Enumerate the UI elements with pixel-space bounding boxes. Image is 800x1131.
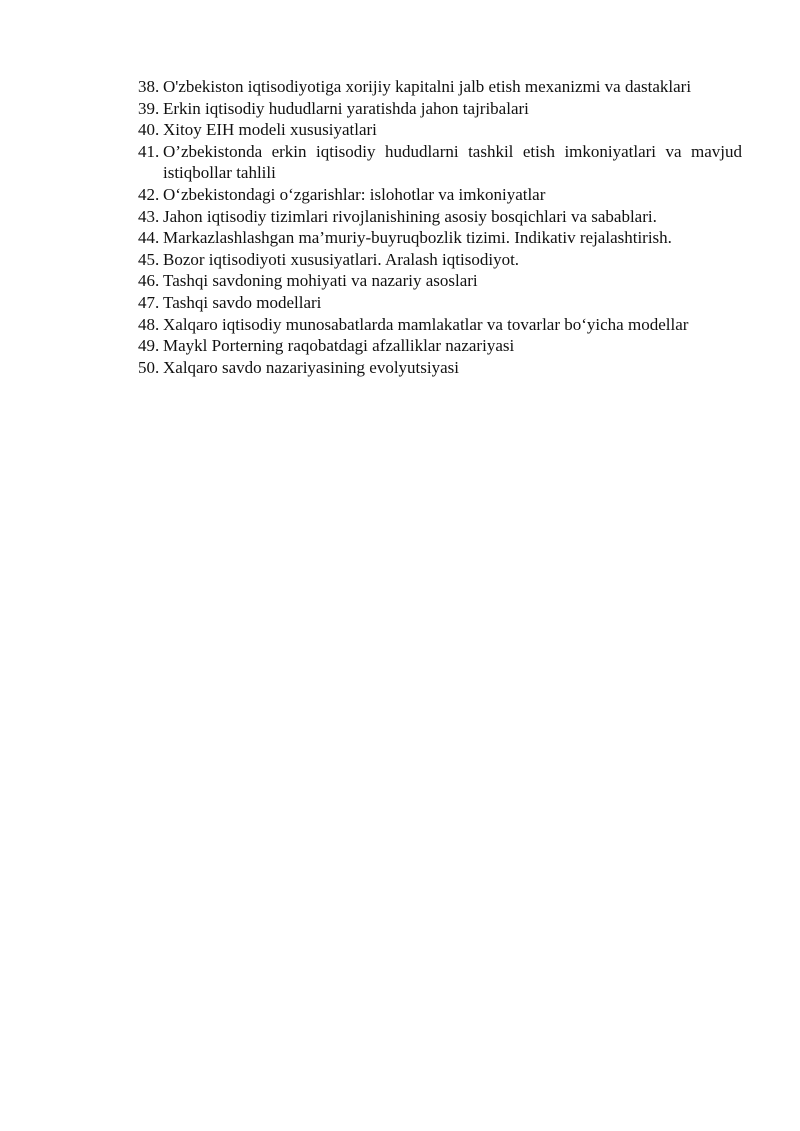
- question-item: [138, 249, 742, 271]
- question-item: [138, 141, 742, 184]
- question-text: O‘zbekistondagi o‘zgarishlar: islohotlar va imkoniyatlar: [163, 184, 546, 204]
- question-item: [138, 270, 742, 292]
- question-text: Bozor iqtisodiyoti xususiyatlari. Aralash iqtisodiyot.: [163, 249, 520, 269]
- question-text: Xalqaro iqtisodiy munosabatlarda mamlakatlar va tovarlar bo‘yicha modellar: [163, 314, 689, 334]
- question-item: [138, 335, 742, 357]
- question-text: Xalqaro savdo nazariyasining evolyutsiyasi: [163, 357, 460, 377]
- question-list: [138, 76, 742, 378]
- question-number: 46.: [138, 271, 160, 291]
- question-number: 49.: [138, 336, 160, 356]
- question-number: 47.: [138, 292, 160, 312]
- question-text: Jahon iqtisodiy tizimlari rivojlanishining asosiy bosqichlari va sabablari.: [163, 206, 657, 226]
- question-number: 45.: [138, 249, 160, 269]
- question-number: 38.: [138, 77, 160, 96]
- question-item: [138, 184, 742, 206]
- question-text: Markazlashlashgan ma’muriy-buyruqbozlik tizimi. Indikativ rejalashtirish.: [163, 228, 672, 248]
- question-item: [138, 227, 742, 249]
- question-number: 42.: [138, 184, 160, 204]
- question-item: [138, 119, 742, 141]
- question-item: [138, 314, 742, 336]
- question-item: [138, 98, 742, 120]
- question-text: Tashqi savdoning mohiyati va nazariy asoslari: [163, 271, 478, 291]
- question-number: 41.: [138, 141, 160, 161]
- question-number: 44.: [138, 228, 160, 248]
- question-item: [138, 292, 742, 314]
- question-text: O'zbekiston iqtisodiyotiga xorijiy kapitalni jalb etish mexanizmi va dastaklari: [163, 77, 692, 96]
- question-text: Maykl Porterning raqobatdagi afzalliklar nazariyasi: [163, 336, 515, 356]
- question-item: [138, 206, 742, 228]
- question-number: 43.: [138, 206, 160, 226]
- question-number: 48.: [138, 314, 160, 334]
- question-text: O’zbekistonda erkin iqtisodiy hududlarni tashkil etish imkoniyatlari va mavjud istiqbollar tahlili: [163, 141, 742, 183]
- question-item: [138, 76, 742, 98]
- question-number: 40.: [138, 120, 160, 140]
- question-number: 39.: [138, 98, 160, 118]
- question-item: [138, 357, 742, 379]
- question-number: 50.: [138, 357, 160, 377]
- question-text: Xitoy EIH modeli xususiyatlari: [163, 120, 377, 140]
- question-text: Tashqi savdo modellari: [163, 292, 322, 312]
- question-text: Erkin iqtisodiy hududlarni yaratishda jahon tajribalari: [163, 98, 529, 118]
